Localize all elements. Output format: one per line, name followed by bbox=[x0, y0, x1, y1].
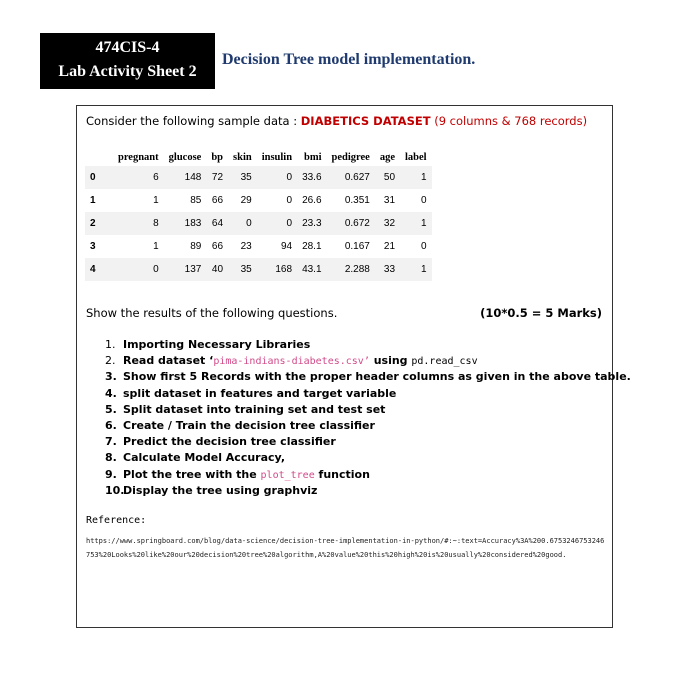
header-badge bbox=[40, 33, 215, 89]
table-cell: 168 bbox=[257, 258, 297, 281]
table-cell: 2.288 bbox=[327, 258, 375, 281]
column-header: age bbox=[379, 151, 396, 163]
table-cell: 1 bbox=[400, 166, 432, 189]
item-number: 10. bbox=[105, 483, 125, 497]
intro-lead: Consider the following sample data : bbox=[86, 114, 301, 128]
table-cell: 72 bbox=[206, 166, 228, 189]
question-list bbox=[105, 337, 631, 499]
table-cell: 0.627 bbox=[327, 166, 375, 189]
table-cell: 32 bbox=[375, 212, 400, 235]
table-cell: 1 bbox=[153, 241, 159, 252]
column-header: bmi bbox=[304, 151, 322, 163]
table-cell: 94 bbox=[280, 241, 293, 252]
table-cell: 0 bbox=[257, 166, 297, 189]
column-header: insulin bbox=[261, 151, 293, 163]
marks-label: (10*0.5 = 5 Marks) bbox=[480, 306, 602, 320]
dataset-meta: (9 columns & 768 records) bbox=[430, 114, 588, 128]
table-cell: 1 bbox=[400, 212, 432, 235]
list-item bbox=[105, 386, 631, 402]
table-cell: 0 bbox=[228, 212, 257, 235]
table-cell: 66 bbox=[211, 195, 224, 206]
row-index: 1 bbox=[90, 195, 96, 206]
document-title: Decision Tree model implementation. bbox=[222, 51, 476, 68]
list-item bbox=[105, 369, 631, 385]
list-item bbox=[105, 467, 631, 483]
list-item bbox=[105, 483, 631, 499]
table-cell: 23 bbox=[240, 241, 252, 252]
plot-tree-code: plot_tree bbox=[260, 469, 315, 481]
table-row bbox=[85, 189, 432, 212]
item-number: 8. bbox=[105, 451, 117, 465]
item-text: Create / Train the decision tree classifier bbox=[123, 418, 375, 432]
reference-label: Reference: bbox=[86, 515, 147, 526]
column-header: pregnant bbox=[118, 151, 159, 163]
table-row bbox=[85, 166, 432, 189]
table-cell: 33.6 bbox=[297, 166, 326, 189]
list-item bbox=[105, 337, 631, 353]
item-text: Read dataset ‘ bbox=[123, 354, 214, 368]
table-cell: 50 bbox=[375, 166, 400, 189]
list-item bbox=[105, 353, 631, 369]
column-header: bp bbox=[211, 151, 224, 163]
list-item bbox=[105, 434, 631, 450]
item-text: Calculate Model Accuracy, bbox=[123, 451, 286, 465]
item-number: 3. bbox=[105, 370, 117, 384]
table-row bbox=[85, 258, 432, 281]
item-text: Predict the decision tree classifier bbox=[123, 435, 336, 449]
reference-url[interactable]: https://www.springboard.com/blog/data-science/decision-tree-implementation-in-python/#:~:text=Accuracy%3A%200.6753246753246753%20Looks%20like%20our%20decision%20tree%20algorithm,A%20value%20this%20high%20is%20usually%20considered%20good. bbox=[86, 537, 605, 559]
row-index: 0 bbox=[85, 166, 113, 189]
table-cell: 40 bbox=[206, 258, 228, 281]
table-cell: 0 bbox=[421, 241, 427, 252]
table-cell: 6 bbox=[113, 166, 164, 189]
table-cell: 43.1 bbox=[297, 258, 326, 281]
list-item bbox=[105, 418, 631, 434]
item-text: Plot the tree with the bbox=[123, 467, 261, 481]
table-cell: 28.1 bbox=[302, 241, 322, 252]
table-cell: 0 bbox=[286, 195, 293, 206]
content-frame bbox=[76, 105, 631, 628]
item-text: Split dataset into training set and test set bbox=[123, 402, 386, 416]
item-number: 4. bbox=[105, 386, 117, 400]
table-cell: 0 bbox=[421, 195, 427, 206]
table-cell: 31 bbox=[383, 195, 396, 206]
table-cell: 8 bbox=[113, 212, 164, 235]
table-cell: 148 bbox=[164, 166, 207, 189]
sample-data-table bbox=[85, 148, 432, 281]
table-cell: 1 bbox=[400, 258, 432, 281]
row-index: 3 bbox=[90, 241, 96, 252]
table-cell: 183 bbox=[164, 212, 207, 235]
column-header: pedigree bbox=[331, 151, 370, 163]
table-cell: 26.6 bbox=[302, 195, 322, 206]
table-cell: 0.351 bbox=[344, 195, 370, 206]
row-index: 2 bbox=[85, 212, 113, 235]
sheet-title: Lab Activity Sheet 2 bbox=[58, 63, 197, 80]
intro-line bbox=[86, 114, 587, 128]
table-cell: 89 bbox=[190, 241, 202, 252]
item-text: Show first 5 Records with the proper header columns as given in the above table. bbox=[123, 370, 631, 384]
table-row bbox=[85, 235, 432, 258]
item-number: 7. bbox=[105, 435, 117, 449]
item-number: 5. bbox=[105, 402, 117, 416]
table-cell: 0.672 bbox=[327, 212, 375, 235]
column-header: skin bbox=[233, 151, 252, 163]
list-item bbox=[105, 450, 631, 466]
item-text: Display the tree using graphviz bbox=[123, 483, 318, 497]
item-number: 1. bbox=[105, 338, 116, 351]
course-code: 474CIS-4 bbox=[95, 39, 160, 56]
table-cell: 66 bbox=[211, 241, 224, 252]
column-header: glucose bbox=[168, 151, 202, 163]
read-csv-code: pd.read_csv bbox=[411, 356, 478, 368]
column-header: label bbox=[405, 151, 427, 163]
questions-heading: Show the results of the following questions. bbox=[86, 306, 338, 320]
dataset-name: DIABETICS DATASET bbox=[300, 114, 431, 128]
table-header-row bbox=[85, 148, 432, 166]
table-cell: 64 bbox=[206, 212, 228, 235]
table-cell: 23.3 bbox=[297, 212, 326, 235]
item-text: function bbox=[314, 467, 370, 481]
item-number: 6. bbox=[105, 418, 117, 432]
item-text: split dataset in features and target variable bbox=[123, 386, 397, 400]
index-header bbox=[85, 148, 113, 166]
table-cell: 137 bbox=[164, 258, 207, 281]
table-cell: 35 bbox=[228, 258, 257, 281]
row-index: 4 bbox=[85, 258, 113, 281]
table-cell: 29 bbox=[240, 195, 252, 206]
item-number: 2. bbox=[105, 354, 116, 368]
table-cell: 0 bbox=[113, 258, 164, 281]
csv-filename: pima-indians-diabetes.csv’ bbox=[213, 356, 370, 368]
table-cell: 33 bbox=[375, 258, 400, 281]
item-text: using bbox=[369, 354, 412, 368]
table-cell: 35 bbox=[228, 166, 257, 189]
table-cell: 21 bbox=[383, 241, 396, 252]
table-cell: 0.167 bbox=[344, 241, 370, 252]
table-cell: 1 bbox=[153, 195, 159, 206]
table-row bbox=[85, 212, 432, 235]
item-number: 9. bbox=[105, 467, 117, 481]
item-text: Importing Necessary Libraries bbox=[123, 338, 311, 351]
list-item bbox=[105, 402, 631, 418]
table-cell: 85 bbox=[190, 195, 202, 206]
table-cell: 0 bbox=[257, 212, 297, 235]
